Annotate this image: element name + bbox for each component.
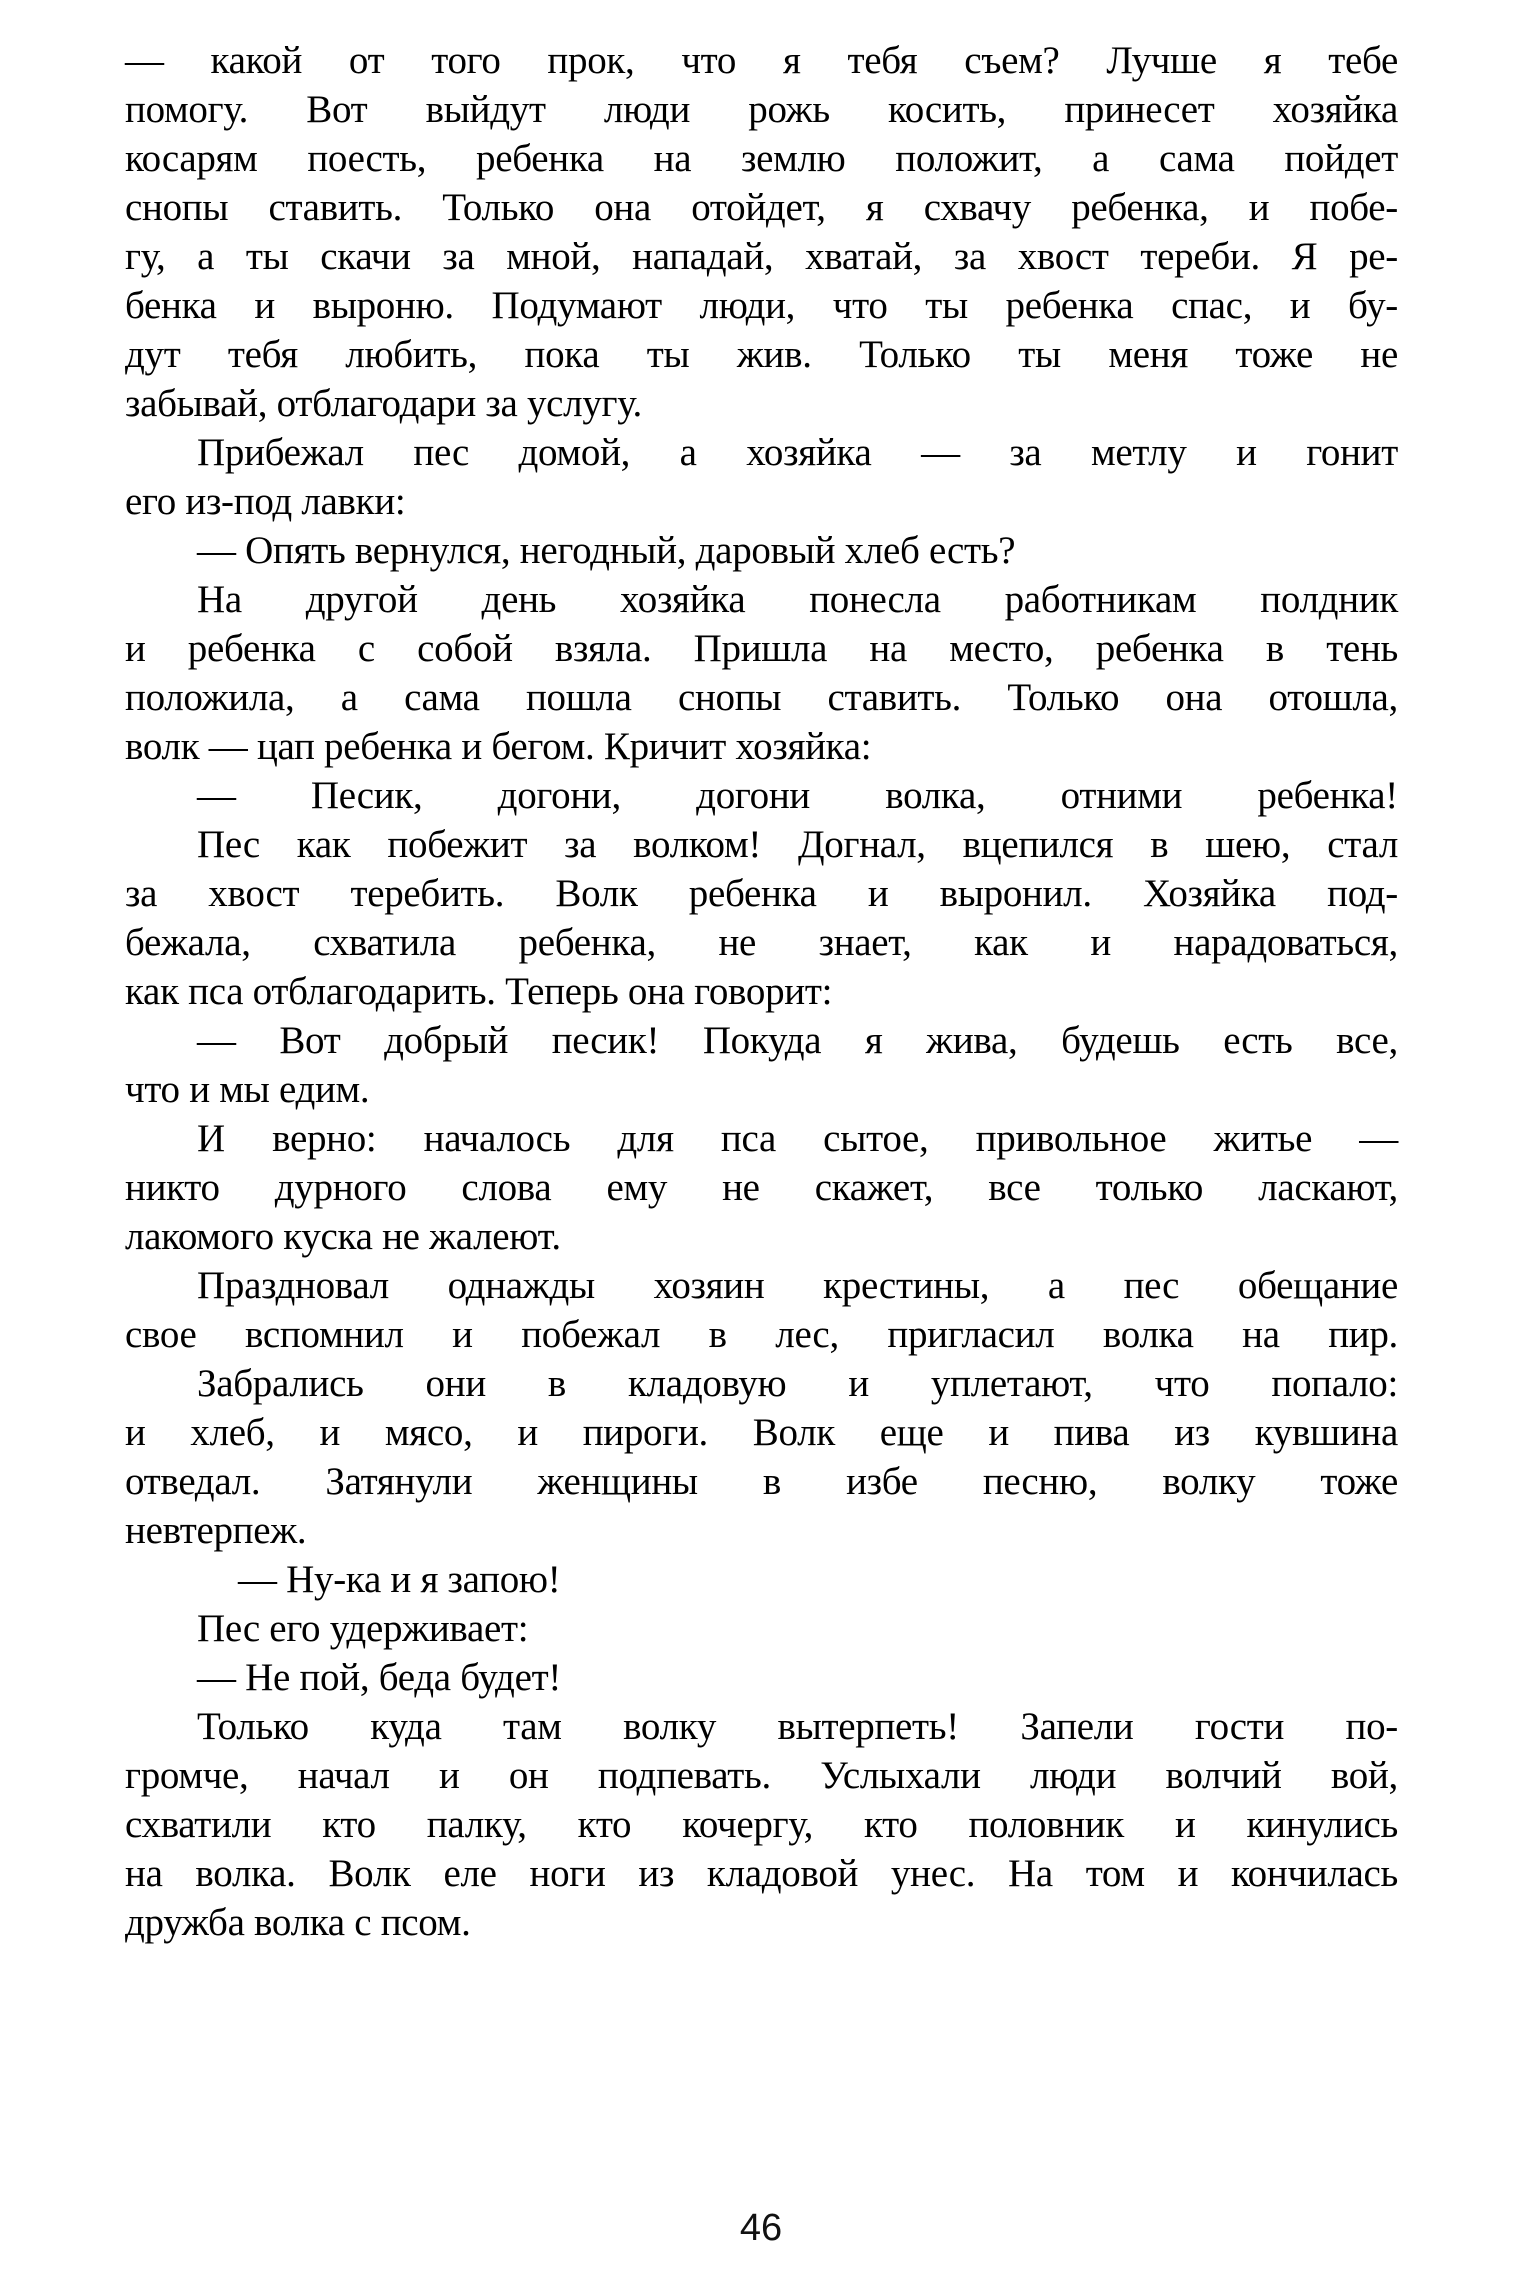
paragraph [125,1114,1398,1261]
text-line: свое вспомнил и побежал в лес, пригласил волка на пир. [125,1313,1398,1356]
text-line: — Ну-ка и я запою! [238,1558,561,1601]
text-line: Пес его удерживает: [197,1607,529,1650]
text-line: — Опять вернулся, негодный, даровый хлеб есть? [197,529,1016,572]
text-line: — Не пой, беда будет! [197,1656,562,1699]
paragraph [125,820,1398,1016]
text-line: Прибежал пес домой, а хозяйка — за метлу и гонит [197,431,1398,474]
paragraph [125,575,1398,771]
text-line: на волка. Волк еле ноги из кладовой унес. На том и кончилась [125,1852,1398,1895]
paragraph [125,1702,1398,1947]
text-line: гу, а ты скачи за мной, нападай, хватай, за хвост тереби. Я ре- [125,235,1398,278]
text-line: громче, начал и он подпевать. Услыхали люди волчий вой, [125,1754,1398,1797]
text-line: — Вот добрый песик! Покуда я жива, будешь есть все, [197,1019,1398,1062]
text-line: помогу. Вот выйдут люди рожь косить, принесет хозяйка [125,88,1398,131]
paragraph [125,771,1398,820]
text-line: забывай, отблагодари за услугу. [125,382,642,425]
text-line: Праздновал однажды хозяин крестины, а пес обещание [197,1264,1398,1307]
text-line: схватили кто палку, кто кочергу, кто половник и кинулись [125,1803,1398,1846]
paragraph [125,1653,1398,1702]
text-line: дружба волка с псом. [125,1901,471,1944]
text-line: И верно: началось для пса сытое, привольное житье — [197,1117,1398,1160]
text-line: невтерпеж. [125,1509,307,1552]
text-line: — Песик, догони, догони волка, отними ребенка! [197,774,1398,817]
paragraph [125,526,1398,575]
text-line: волк — цап ребенка и бегом. Кричит хозяйка: [125,725,872,768]
text-line: за хвост теребить. Волк ребенка и выронил. Хозяйка под- [125,872,1398,915]
paragraph [125,1555,1398,1604]
text-line: косарям поесть, ребенка на землю положит, а сама пойдет [125,137,1398,180]
text-line: отведал. Затянули женщины в избе песню, волку тоже [125,1460,1398,1503]
text-line: — какой от того прок, что я тебя съем? Лучше я тебе [125,39,1398,82]
text-line: На другой день хозяйка понесла работникам полдник [197,578,1398,621]
text-line: как пса отблагодарить. Теперь она говорит: [125,970,833,1013]
text-line: Забрались они в кладовую и уплетают, что попало: [197,1362,1398,1405]
paragraph [125,36,1398,428]
text-line: бенка и выроню. Подумают люди, что ты ребенка спас, и бу- [125,284,1398,327]
page-text [125,36,1398,1947]
text-line: положила, а сама пошла снопы ставить. Только она отошла, [125,676,1398,719]
text-line: его из-под лавки: [125,480,406,523]
text-line: что и мы едим. [125,1068,370,1111]
text-line: и ребенка с собой взяла. Пришла на место, ребенка в тень [125,627,1398,670]
text-line: и хлеб, и мясо, и пироги. Волк еще и пива из кувшина [125,1411,1398,1454]
page-number: 46 [739,2207,783,2249]
text-line: Пес как побежит за волком! Догнал, вцепился в шею, стал [197,823,1398,866]
paragraph [125,428,1398,526]
text-line: лакомого куска не жалеют. [125,1215,561,1258]
paragraph [125,1016,1398,1114]
text-line: никто дурного слова ему не скажет, все только ласкают, [125,1166,1398,1209]
paragraph [125,1604,1398,1653]
text-line: бежала, схватила ребенка, не знает, как и нарадоваться, [125,921,1398,964]
text-line: Только куда там волку вытерпеть! Запели гости по- [197,1705,1398,1748]
paragraph [125,1359,1398,1555]
text-line: снопы ставить. Только она отойдет, я схвачу ребенка, и побе- [125,186,1398,229]
paragraph [125,1261,1398,1359]
text-line: дут тебя любить, пока ты жив. Только ты меня тоже не [125,333,1398,376]
